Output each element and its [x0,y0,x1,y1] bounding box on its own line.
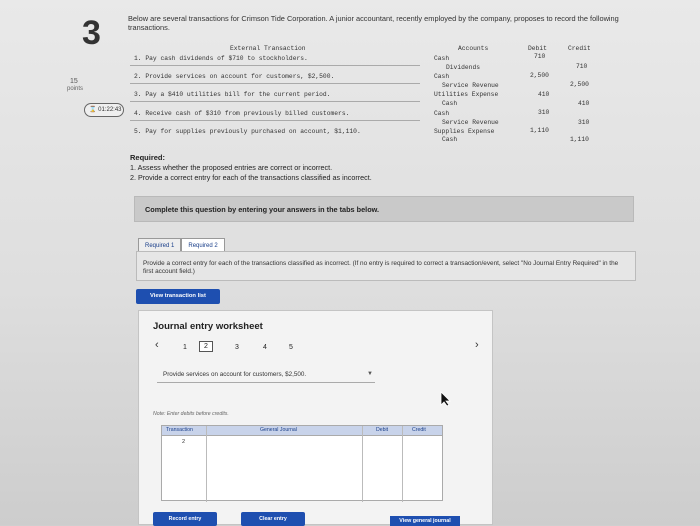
entry-debit: 2,500 [530,72,549,79]
page-3[interactable]: 3 [235,344,239,351]
entry-credit: 710 [576,63,588,70]
worksheet-title: Journal entry worksheet [153,321,263,332]
entry-account: Cash [442,100,458,107]
entry-credit: 2,500 [570,81,589,88]
entry-account: Service Revenue [442,82,499,89]
worksheet-note: Note: Enter debits before credits. [153,411,229,417]
divider [130,120,420,121]
instructions-banner: Complete this question by entering your answers in the tabs below. [134,196,634,222]
view-general-journal-button[interactable]: View general journal [390,516,460,526]
transaction-item: 1. Pay cash dividends of $710 to stockholders. [134,55,308,62]
journal-entry-worksheet [138,310,493,525]
journal-table-header [162,426,442,436]
tab-required-1[interactable]: Required 1 [138,238,181,252]
entry-account: Service Revenue [442,119,499,126]
record-entry-button[interactable]: Record entry [153,512,217,526]
column-header-transaction: Transaction [166,427,193,433]
column-divider [206,426,207,502]
entry-credit: 410 [578,100,590,107]
accounts-column-header: Accounts [458,45,489,52]
question-intro: Below are several transactions for Crimson Tide Corporation. A junior accountant, recently employed by the company, proposes to record the following transactions. [128,14,619,32]
entry-debit: 710 [534,53,546,60]
entry-debit: 410 [538,91,550,98]
question-number: 3 [82,14,101,52]
entry-account: Supplies Expense [434,128,495,135]
divider [130,83,420,84]
chevron-down-icon[interactable]: ▼ [367,371,373,377]
page-1[interactable]: 1 [183,344,187,351]
transaction-item: 2. Provide services on account for customers, $2,500. [134,73,335,80]
entry-account: Cash [442,136,458,143]
row-transaction-number: 2 [182,439,186,445]
tab-instructions: Provide a correct entry for each of the transactions classified as incorrect. (If no entry is required to correct a transaction/event, select "No Journal Entry Required" in the first account field.) [136,251,636,281]
entry-account: Cash [434,110,450,117]
entry-account: Cash [434,73,450,80]
column-divider [402,426,403,502]
transaction-item: 5. Pay for supplies previously purchased on account, $1,110. [134,128,361,135]
divider [130,65,420,66]
transaction-item: 4. Receive cash of $310 from previously billed customers. [134,110,350,117]
transactions-table [130,43,600,145]
entry-account: Dividends [446,64,481,71]
entry-account: Cash [434,55,450,62]
points-value: 15 [70,78,78,85]
column-header-debit: Debit [376,427,389,433]
transaction-column-header: External Transaction [230,45,306,52]
transaction-item: 3. Pay a $410 utilities bill for the current period. [134,91,331,98]
page-2[interactable]: 2 [199,341,213,352]
timer [84,103,124,117]
tab-required-2[interactable]: Required 2 [181,238,224,252]
view-transaction-list-button[interactable]: View transaction list [136,289,220,304]
chevron-right-icon[interactable]: › [475,339,479,351]
entry-debit: 310 [538,109,550,116]
page-5[interactable]: 5 [289,344,293,351]
credit-column-header: Credit [568,45,591,52]
entry-credit: 310 [578,119,590,126]
journal-entry-table [161,425,443,501]
tab-bar [138,234,225,248]
required-title: Required: [130,153,166,162]
transaction-dropdown[interactable]: Provide services on account for customers, $2,500. [157,367,375,383]
page-4[interactable]: 4 [263,344,267,351]
timer-value: 01:22:43 [98,107,122,113]
column-header-general-journal: General Journal [260,427,297,433]
chevron-left-icon[interactable]: ‹ [155,339,159,351]
entry-credit: 1,110 [570,136,589,143]
column-divider [362,426,363,502]
points-label: points [67,86,84,92]
required-item: 2. Provide a correct entry for each of the transactions classified as incorrect. [130,173,372,182]
clear-entry-button[interactable]: Clear entry [241,512,305,526]
column-header-credit: Credit [412,427,426,433]
entry-debit: 1,110 [530,127,549,134]
mouse-cursor-icon [440,391,452,407]
entry-account: Utilities Expense [434,91,499,98]
debit-column-header: Debit [528,45,547,52]
divider [130,101,420,102]
hourglass-icon: ⌛ [89,107,97,113]
required-item: 1. Assess whether the proposed entries are correct or incorrect. [130,163,333,172]
